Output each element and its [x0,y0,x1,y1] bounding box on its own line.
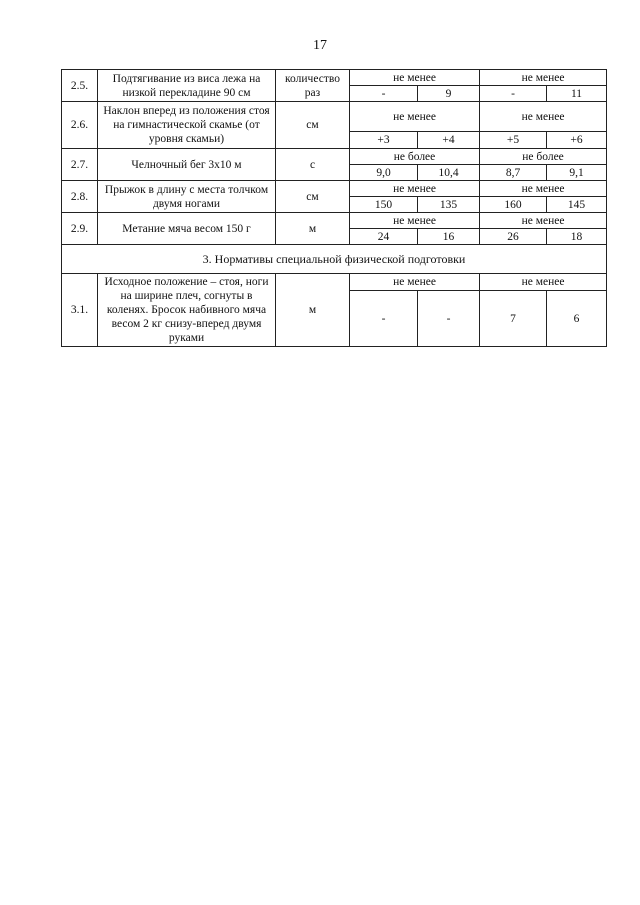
value-cell: 135 [418,197,480,213]
table-row [62,102,607,132]
value-cell: 26 [480,229,547,245]
value-cell: 16 [418,229,480,245]
value-cell: - [350,291,418,347]
exercise-name: Наклон вперед из положения стоя на гимнастической скамье (от уровня скамьи) [98,102,276,149]
norms-table [61,69,607,347]
unit-cell: см [276,102,350,149]
row-number: 2.9. [62,213,98,245]
condition-label: не более [480,149,607,165]
table-row [62,149,607,165]
value-cell: 145 [547,197,607,213]
exercise-name: Подтягивание из виса лежа на низкой перекладине 90 см [98,70,276,102]
value-cell: 10,4 [418,165,480,181]
condition-label: не менее [480,181,607,197]
condition-label: не менее [480,213,607,229]
value-cell: 150 [350,197,418,213]
table-row [62,213,607,229]
row-number: 2.6. [62,102,98,149]
value-cell: 9 [418,86,480,102]
value-cell: - [350,86,418,102]
exercise-name: Метание мяча весом 150 г [98,213,276,245]
value-cell: 24 [350,229,418,245]
table-row [62,245,607,274]
condition-label: не менее [480,102,607,132]
row-number: 3.1. [62,274,98,347]
row-number: 2.8. [62,181,98,213]
value-cell: +3 [350,132,418,149]
table-row [62,70,607,86]
table-row [62,274,607,291]
condition-label: не более [350,149,480,165]
unit-cell: м [276,274,350,347]
condition-label: не менее [350,213,480,229]
exercise-name: Челночный бег 3х10 м [98,149,276,181]
unit-cell: с [276,149,350,181]
value-cell: 9,1 [547,165,607,181]
value-cell: 18 [547,229,607,245]
condition-label: не менее [350,70,480,86]
value-cell: - [418,291,480,347]
value-cell: - [480,86,547,102]
condition-label: не менее [350,102,480,132]
value-cell: 6 [547,291,607,347]
page-number: 17 [313,38,327,53]
row-number: 2.5. [62,70,98,102]
value-cell: 8,7 [480,165,547,181]
exercise-name: Прыжок в длину с места толчком двумя ногами [98,181,276,213]
value-cell: 9,0 [350,165,418,181]
value-cell: +4 [418,132,480,149]
unit-cell: м [276,213,350,245]
value-cell: 11 [547,86,607,102]
section-title: 3. Нормативы специальной физической подготовки [62,245,607,274]
value-cell: +6 [547,132,607,149]
condition-label: не менее [350,274,480,291]
value-cell: +5 [480,132,547,149]
row-number: 2.7. [62,149,98,181]
condition-label: не менее [350,181,480,197]
exercise-name: Исходное положение – стоя, ноги на ширине плеч, согнуты в коленях. Бросок набивного мяча весом 2 кг снизу-вперед двумя руками [98,274,276,347]
condition-label: не менее [480,70,607,86]
condition-label: не менее [480,274,607,291]
value-cell: 7 [480,291,547,347]
table-row [62,181,607,197]
value-cell: 160 [480,197,547,213]
unit-cell: количество раз [276,70,350,102]
unit-cell: см [276,181,350,213]
